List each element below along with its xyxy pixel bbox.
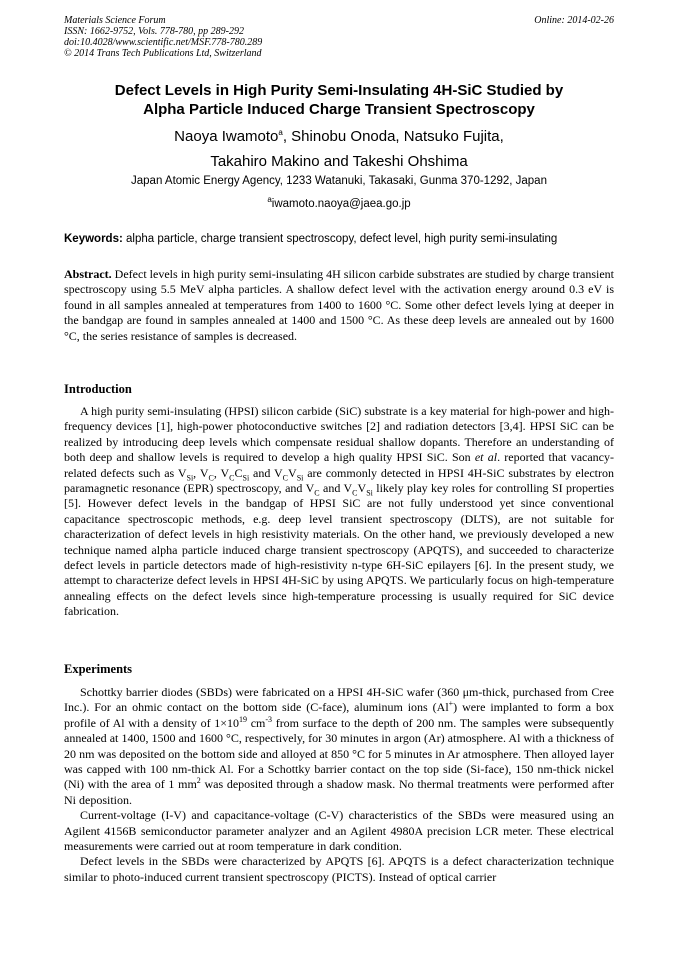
authors-line-1: [60, 124, 618, 149]
abstract: [64, 267, 614, 344]
intro-text: , V: [193, 465, 209, 480]
introduction-heading: Introduction: [64, 382, 132, 396]
intro-subscript: C: [208, 473, 214, 483]
doi-line: doi:10.4028/www.scientific.net/MSF.778-780.289: [64, 37, 263, 48]
intro-text: V: [357, 481, 367, 496]
exp-text: ) were implanted to form a box profile of Al with a density of 1×10: [64, 700, 614, 730]
intro-text: , V: [213, 465, 230, 480]
online-date-text: Online: 2014-02-26: [534, 15, 614, 26]
intro-subscript: C: [282, 473, 289, 483]
exp-text: Schottky barrier diodes (SBDs) were fabricated on a HPSI 4H-SiC wafer (360 μm-thick, purchased from Cree Inc.). For an ohmic contact on the bottom side (C-face), aluminum ions (Al: [64, 685, 614, 715]
introduction-section: [64, 404, 614, 620]
title-line-1: Defect Levels in High Purity Semi-Insulating 4H-SiC Studied by: [114, 82, 564, 99]
author-list: [60, 124, 618, 174]
exp-superscript: 19: [239, 714, 248, 724]
intro-text: and V: [319, 481, 353, 496]
introduction-paragraph: [64, 404, 614, 620]
intro-subscript: Si: [296, 473, 304, 483]
experiments-paragraph-2: Current-voltage (I-V) and capacitance-voltage (C-V) characteristics of the SBDs were measured using an Agilent 4156B semiconductor parameter analyzer and an Agilent 4980A precision LCR meter. These electrical measurements were carried out at room temperature in dark condition.: [64, 808, 614, 854]
intro-subscript: C: [314, 488, 320, 498]
keywords: [64, 232, 624, 247]
online-date: [534, 15, 614, 26]
journal-name: Materials Science Forum: [64, 15, 166, 26]
abstract-text: Defect levels in high purity semi-insulating 4H silicon carbide substrates are studied by charge transient spectroscopy using 5.5 MeV alpha particles. A shallow defect level with the activation energy around 0.3 eV is found in all samples annealed at temperatures from 1400 to 1600 °C. Some other defect levels lying at deeper in the bandgap are found in samples annealed at 1400 and 1500 °C. As these deep levels are annealed out by 1600 °C, the series resistance of samples is decreased.: [64, 267, 614, 343]
intro-text: C: [234, 465, 243, 480]
intro-etal: et al: [474, 450, 498, 465]
intro-subscript: C: [229, 473, 235, 483]
exp-text: was deposited through a shadow mask. No thermal treatments were performed after Ni deposition.: [64, 777, 614, 807]
intro-subscript: Si: [366, 488, 373, 498]
email-affil-mark: a: [267, 195, 272, 205]
authors-rest-1: , Shinobu Onoda, Natsuko Fujita,: [282, 128, 504, 145]
experiments-heading: Experiments: [64, 662, 133, 676]
author-1: Naoya Iwamoto: [174, 128, 279, 145]
intro-text: V: [288, 465, 297, 480]
intro-text: and V: [249, 465, 283, 480]
intro-subscript: Si: [186, 473, 194, 483]
issn-line: ISSN: 1662-9752, Vols. 778-780, pp 289-292: [64, 26, 244, 37]
author-email: [60, 197, 618, 212]
exp-superscript: 2: [196, 776, 201, 786]
exp-text: from surface to the depth of 200 nm. The samples were subsequently annealed at 1400, 1500 and 1600 °C, respectively, for 30 minutes in argon (Ar) atmosphere. Al with a thickness of 20 nm was deposited on the bottom side and alloyed at 850 °C for 5 minutes in Ar atmosphere. Then alloyed layer was capped with 100 nm-thick Al. For a Schottky barrier contact on the top side (Si-face), 150 nm-thick nickel (Ni) with the area of 1 mm: [64, 715, 614, 792]
keywords-label: Keywords:: [64, 233, 123, 245]
paper-title: [60, 81, 618, 119]
intro-text: A high purity semi-insulating (HPSI) silicon carbide (SiC) substrate is a key material for high-power and high-frequency devices [1], high-power photoconductive switches [2] and radiation detectors [3,4]. HPSI SiC can be realized by introducing deep levels which compensate residual shallow dopants. Therefore an understanding of both deep and shallow levels is required to develop a high quality HPSI SiC. Son: [64, 404, 614, 465]
intro-text: . reported that vacancy-related defects such as V: [64, 450, 614, 480]
experiments-paragraph-3: Defect levels in the SBDs were characterized by APQTS [6]. APQTS is a defect characterization technique similar to photo-induced current transient spectroscopy (PICTS). Instead of optical carrier: [64, 854, 614, 884]
experiments-section: [64, 685, 614, 885]
exp-text: cm: [247, 715, 266, 730]
exp-superscript: +: [448, 699, 454, 709]
keywords-text: alpha particle, charge transient spectroscopy, defect level, high purity semi-insulating: [122, 233, 558, 245]
intro-text: are commonly detected in HPSI 4H-SiC substrates by electron paramagnetic resonance (EPR) spectroscopy, and V: [64, 465, 615, 496]
experiments-paragraph-1: [64, 685, 614, 808]
intro-text: likely play key roles for controlling SI properties [5]. However defect levels in the bandgap of HPSI SiC are not fully understood yet since conventional capacitance spectroscopic methods, e.g. deep level transient spectroscopy (DLTS), are not suitable for characterization of defect levels in high resistivity materials. On the other hand, we previously developed a new technique named alpha particle induced charge transient spectroscopy (APQTS), and succeeded to characterize defect levels in particle detectors made of high-resistivity n-type 6H-SiC epilayers [6]. In the present study, we attempt to characterize defect levels in HPSI 4H-SiC by using APQTS. We particularly focus on high-temperature annealing effects on the defect levels since high-temperature processing is usually required for SiC device fabrication.: [64, 481, 614, 619]
affiliation: Japan Atomic Energy Agency, 1233 Watanuki, Takasaki, Gunma 370-1292, Japan: [131, 175, 547, 187]
author-1-affil-mark: a: [278, 128, 283, 137]
abstract-label: Abstract.: [64, 267, 112, 281]
copyright-line: © 2014 Trans Tech Publications Ltd, Switzerland: [64, 48, 262, 59]
intro-subscript: Si: [242, 473, 250, 483]
exp-superscript: -3: [265, 714, 273, 724]
authors-line-2: Takahiro Makino and Takeshi Ohshima: [210, 153, 468, 170]
journal-header: [64, 15, 262, 59]
title-line-2: Alpha Particle Induced Charge Transient Spectroscopy: [143, 101, 535, 118]
intro-subscript: C: [352, 488, 358, 498]
abstract-paragraph: [64, 267, 614, 344]
email-address: iwamoto.naoya@jaea.go.jp: [271, 198, 411, 210]
